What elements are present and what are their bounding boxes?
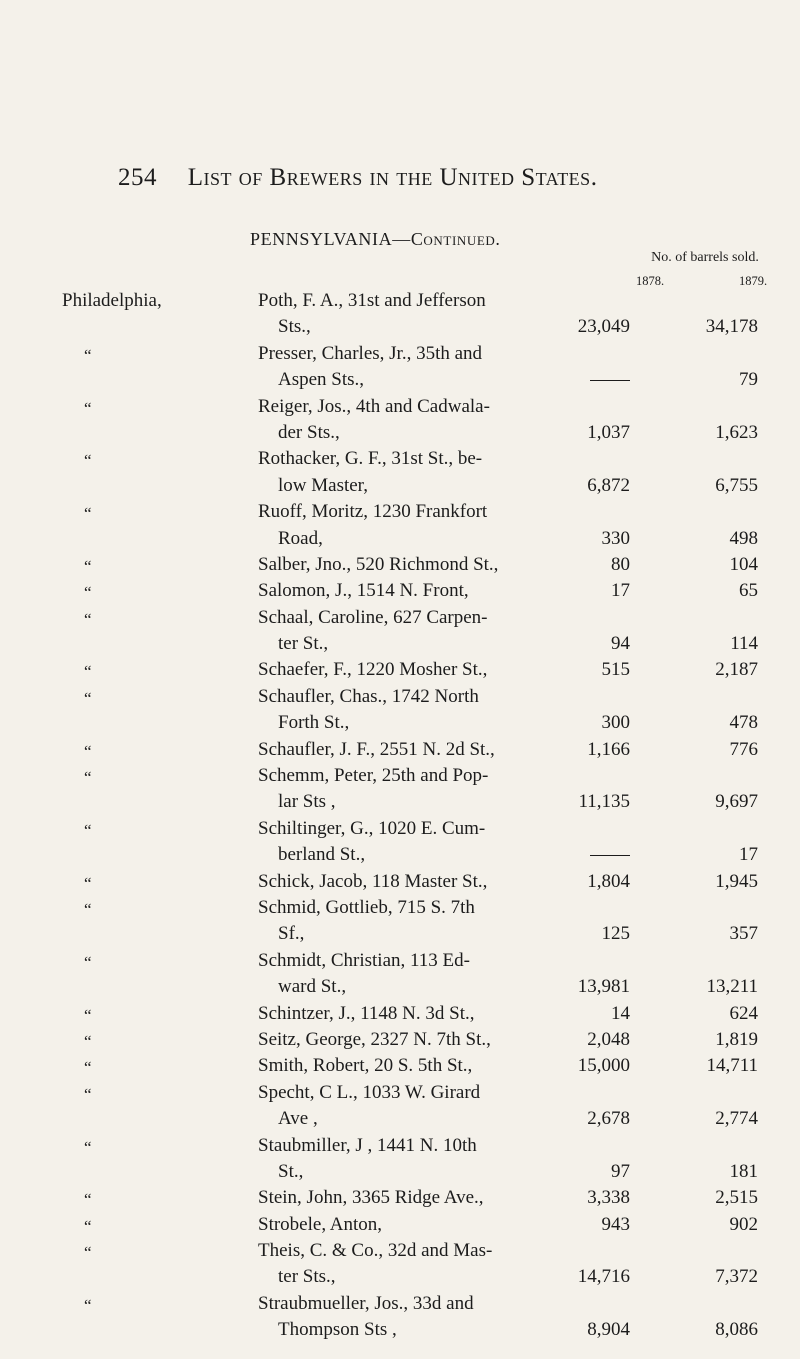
entry-line-continued (0, 1264, 800, 1290)
ditto-mark: “ (84, 688, 92, 708)
section-heading: PENNSYLVANIA—Continued. (250, 229, 501, 249)
barrels-1879: 357 (729, 923, 758, 945)
brewer-text: Aspen Sts., (278, 369, 365, 391)
brewer-text: Forth St., (278, 712, 350, 734)
barrels-1878: 17 (611, 580, 630, 602)
entry-line (0, 1080, 800, 1106)
entry-line-continued (0, 789, 800, 815)
brewer-entry (0, 763, 800, 816)
entry-line-continued (0, 367, 800, 393)
brewer-entry (0, 499, 800, 552)
brewer-text: Stein, John, 3365 Ridge Ave., (258, 1187, 484, 1209)
barrels-1879: 14,711 (706, 1055, 758, 1077)
ditto-mark: “ (84, 1243, 92, 1263)
entry-line (0, 1238, 800, 1264)
brewer-text: Specht, C L., 1033 W. Girard (258, 1081, 481, 1103)
barrels-1879: 2,187 (715, 659, 758, 681)
brewer-entry (0, 578, 800, 604)
barrels-1879: 34,178 (705, 316, 758, 338)
barrels-1878: 8,904 (587, 1319, 630, 1341)
brewer-text: Schaal, Caroline, 627 Carpen- (258, 606, 488, 628)
entry-line (0, 737, 800, 763)
brewer-text: Schaefer, F., 1220 Mosher St., (258, 659, 488, 681)
barrels-1879: 13,211 (706, 976, 758, 998)
ditto-mark: “ (84, 504, 92, 524)
entry-line-continued (0, 314, 800, 340)
barrels-1878: 80 (611, 553, 630, 575)
barrels-1879: 1,819 (715, 1028, 758, 1050)
ditto-mark: “ (84, 1295, 92, 1315)
brewer-text: Schaufler, Chas., 1742 North (258, 685, 479, 707)
barrels-1879: 9,697 (715, 791, 758, 813)
no-data-dash (590, 380, 630, 381)
brewer-entry (0, 684, 800, 737)
entry-line (0, 605, 800, 631)
ditto-mark: “ (84, 1084, 92, 1104)
entry-line (0, 499, 800, 525)
running-head (118, 164, 758, 192)
brewer-text: Schiltinger, G., 1020 E. Cum- (258, 817, 486, 839)
brewer-text: Sts., (278, 316, 311, 338)
brewer-text: Straubmueller, Jos., 33d and (258, 1292, 474, 1314)
brewer-text: Poth, F. A., 31st and Jefferson (258, 290, 486, 311)
brewer-text: Schintzer, J., 1148 N. 3d St., (258, 1002, 475, 1024)
entry-line (0, 763, 800, 789)
barrels-1878: 515 (601, 659, 630, 681)
brewer-entry (0, 1185, 800, 1211)
brewer-text: Schemm, Peter, 25th and Pop- (258, 765, 489, 787)
barrels-1878: 300 (601, 712, 630, 734)
brewer-text: Staubmiller, J , 1441 N. 10th (258, 1134, 477, 1156)
entry-line-continued (0, 526, 800, 552)
ditto-mark: “ (84, 873, 92, 893)
ditto-mark: “ (84, 1137, 92, 1157)
brewer-entry (0, 657, 800, 683)
no-data-dash (590, 855, 630, 856)
barrels-1878: 11,135 (578, 791, 630, 813)
barrels-1879: 624 (729, 1002, 758, 1024)
barrels-1879: 17 (739, 844, 758, 866)
entry-line (0, 1001, 800, 1027)
column-heading: No. of barrels sold. (651, 250, 759, 265)
brewer-text: Ruoff, Moritz, 1230 Frankfort (258, 501, 488, 523)
brewer-text: Strobele, Anton, (258, 1213, 383, 1235)
barrels-1878: 97 (611, 1160, 630, 1182)
barrels-1879: 498 (729, 527, 758, 549)
brewer-text: Rothacker, G. F., 31st St., be- (258, 448, 483, 470)
barrels-1879: 902 (729, 1213, 758, 1235)
entry-line (0, 446, 800, 472)
ditto-mark: “ (84, 1005, 92, 1025)
brewer-entry (0, 869, 800, 895)
entry-line-continued (0, 1317, 800, 1343)
barrels-1878: 94 (611, 633, 630, 655)
ditto-mark: “ (84, 345, 92, 365)
brewer-entry (0, 737, 800, 763)
entry-line (0, 816, 800, 842)
ditto-mark: “ (84, 1058, 92, 1078)
entry-line-continued (0, 420, 800, 446)
brewer-entry (0, 1080, 800, 1133)
barrels-1879: 114 (730, 633, 758, 655)
brewer-text: Schmid, Gottlieb, 715 S. 7th (258, 896, 475, 918)
entry-line (0, 552, 800, 578)
ditto-mark: “ (84, 768, 92, 788)
entry-line-continued (0, 1159, 800, 1185)
brewer-entry (0, 816, 800, 869)
brewer-entry (0, 1291, 800, 1344)
ditto-mark: “ (84, 952, 92, 972)
brewer-entry (0, 446, 800, 499)
entry-line (0, 657, 800, 683)
entry-line-continued (0, 1106, 800, 1132)
barrels-1879: 478 (729, 712, 758, 734)
ditto-mark: “ (84, 899, 92, 919)
barrels-1879: 8,086 (715, 1319, 758, 1341)
barrels-1878: 6,872 (587, 474, 630, 496)
brewer-text: St., (278, 1160, 304, 1182)
barrels-1878: 13,981 (577, 976, 630, 998)
entry-line (0, 1027, 800, 1053)
brewer-text: ward St., (278, 976, 347, 998)
barrels-1879: 1,623 (715, 421, 758, 443)
ditto-mark: “ (84, 1031, 92, 1051)
entry-line (0, 1291, 800, 1317)
entry-line (0, 394, 800, 420)
brewer-entry (0, 1053, 800, 1079)
barrels-1878: 2,678 (587, 1108, 630, 1130)
brewer-text: Salber, Jno., 520 Richmond St., (258, 553, 499, 575)
barrels-1878: 14 (611, 1002, 630, 1024)
barrels-1878: 1,166 (587, 738, 630, 760)
barrels-1878: 943 (601, 1213, 630, 1235)
barrels-1879: 1,945 (715, 870, 758, 892)
barrels-1879: 6,755 (715, 474, 758, 496)
ditto-mark: “ (84, 451, 92, 471)
entry-line (0, 1185, 800, 1211)
entry-line (0, 288, 800, 314)
year-1879-heading: 1879. (739, 274, 768, 288)
brewer-text: Road, (278, 527, 323, 549)
ditto-mark: “ (84, 741, 92, 761)
brewer-entry (0, 288, 800, 341)
entry-line-continued (0, 921, 800, 947)
brewer-list (0, 288, 800, 1344)
brewer-text: Schick, Jacob, 118 Master St., (258, 870, 488, 892)
brewer-entry (0, 895, 800, 948)
brewer-text: berland St., (278, 844, 366, 866)
entry-line (0, 578, 800, 604)
entry-line-continued (0, 842, 800, 868)
brewer-text: low Master, (278, 474, 368, 496)
brewer-text: ter St., (278, 633, 329, 655)
brewer-text: Ave , (278, 1108, 318, 1130)
brewer-text: Reiger, Jos., 4th and Cadwala- (258, 395, 490, 417)
brewer-entry (0, 341, 800, 394)
ditto-mark: “ (84, 556, 92, 576)
barrels-1878: 125 (601, 923, 630, 945)
city-label: Philadelphia, (62, 290, 162, 311)
ditto-mark: “ (84, 1190, 92, 1210)
brewer-entry (0, 1001, 800, 1027)
barrels-1878: 3,338 (587, 1187, 630, 1209)
barrels-1879: 79 (739, 369, 758, 391)
brewer-entry (0, 1212, 800, 1238)
barrels-1878: 14,716 (577, 1266, 630, 1288)
ditto-mark: “ (84, 609, 92, 629)
brewer-entry (0, 552, 800, 578)
barrels-1879: 181 (729, 1160, 758, 1182)
running-head-title: List of Brewers in the United States. (187, 164, 598, 191)
brewer-entry (0, 948, 800, 1001)
brewer-text: Schaufler, J. F., 2551 N. 2d St., (258, 738, 495, 760)
entry-line (0, 341, 800, 367)
entry-line (0, 1133, 800, 1159)
barrels-1878: 1,804 (587, 870, 630, 892)
brewer-text: Presser, Charles, Jr., 35th and (258, 342, 483, 364)
entry-line (0, 948, 800, 974)
entry-line-continued (0, 710, 800, 736)
barrels-1878: 15,000 (577, 1055, 630, 1077)
barrels-1879: 7,372 (715, 1266, 758, 1288)
brewer-entry (0, 394, 800, 447)
barrels-1879: 2,774 (715, 1108, 758, 1130)
brewer-text: der Sts., (278, 421, 340, 443)
barrels-1878: 23,049 (577, 316, 630, 338)
barrels-1878: 330 (601, 527, 630, 549)
brewer-text: lar Sts , (278, 791, 336, 813)
brewer-text: ter Sts., (278, 1266, 336, 1288)
brewer-text: Theis, C. & Co., 32d and Mas- (258, 1240, 493, 1262)
ditto-mark: “ (84, 583, 92, 603)
entry-line (0, 1212, 800, 1238)
brewer-text: Sf., (278, 923, 305, 945)
barrels-1879: 65 (739, 580, 758, 602)
entry-line (0, 895, 800, 921)
barrels-1879: 2,515 (715, 1187, 758, 1209)
ditto-mark: “ (84, 1216, 92, 1236)
brewer-text: Thompson Sts , (278, 1319, 397, 1341)
year-1878-heading: 1878. (636, 274, 665, 288)
barrels-1878: 2,048 (587, 1028, 630, 1050)
brewer-text: Schmidt, Christian, 113 Ed- (258, 949, 470, 971)
ditto-mark: “ (84, 398, 92, 418)
brewer-text: Smith, Robert, 20 S. 5th St., (258, 1055, 473, 1077)
ditto-mark: “ (84, 820, 92, 840)
entry-line (0, 1053, 800, 1079)
brewer-text: Seitz, George, 2327 N. 7th St., (258, 1028, 491, 1050)
page-number: 254 (118, 164, 157, 191)
entry-line (0, 684, 800, 710)
entry-line-continued (0, 631, 800, 657)
entry-line (0, 869, 800, 895)
brewer-entry (0, 1133, 800, 1186)
entry-line-continued (0, 974, 800, 1000)
brewer-entry (0, 1238, 800, 1291)
brewer-text: Salomon, J., 1514 N. Front, (258, 580, 469, 602)
barrels-1879: 104 (729, 553, 758, 575)
brewer-entry (0, 605, 800, 658)
entry-line-continued (0, 473, 800, 499)
barrels-1879: 776 (729, 738, 758, 760)
barrels-1878: 1,037 (587, 421, 630, 443)
ditto-mark: “ (84, 662, 92, 682)
brewer-entry (0, 1027, 800, 1053)
